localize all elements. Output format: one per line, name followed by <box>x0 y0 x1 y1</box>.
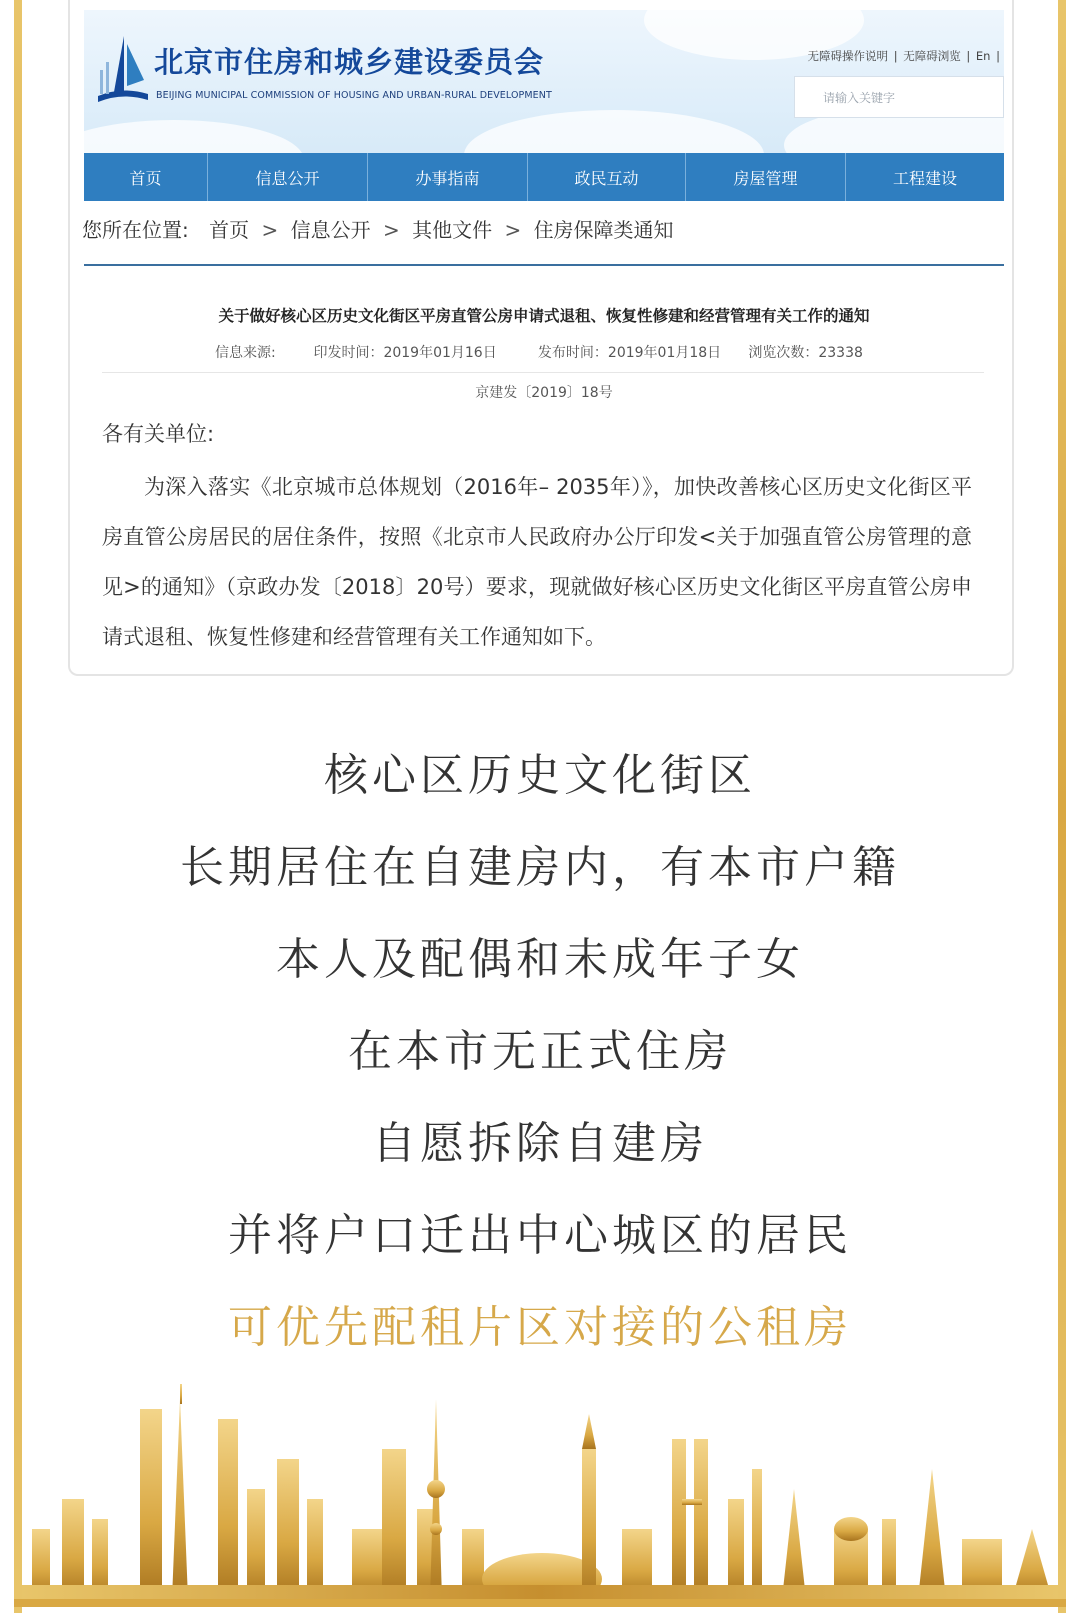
nav-item-construction[interactable]: 工程建设 <box>892 168 957 188</box>
breadcrumb-separator: > <box>382 218 400 242</box>
breadcrumb <box>82 214 674 243</box>
main-nav <box>84 153 1004 201</box>
top-link-separator: | <box>996 49 1000 63</box>
accessibility-browse-link[interactable]: 无障碍浏览 <box>903 49 961 63</box>
nav-item-housing[interactable]: 房屋管理 <box>686 153 846 201</box>
document-meta <box>215 342 863 362</box>
callout-line: 并将户口迁出中心城区的居民 <box>228 1210 852 1261</box>
top-link-separator: | <box>966 49 971 63</box>
document-salutation: 各有关单位: <box>102 422 215 446</box>
breadcrumb-home[interactable]: 首页 <box>209 218 250 242</box>
document-title: 关于做好核心区历史文化街区平房直管公房申请式退租、恢复性修建和经营管理有关工作的通知 <box>218 307 870 325</box>
breadcrumb-current[interactable]: 住房保障类通知 <box>533 218 674 242</box>
golden-skyline-illustration <box>22 1379 1058 1599</box>
meta-views: 浏览次数：23338 <box>748 345 863 361</box>
nav-item-info-disclosure[interactable]: 信息公开 <box>208 153 368 201</box>
meta-divider <box>102 372 984 373</box>
document-number: 京建发〔2019〕18号 <box>475 385 613 401</box>
callout-line: 在本市无正式住房 <box>348 1026 732 1077</box>
site-header <box>84 10 1004 153</box>
top-link-separator: | <box>893 49 898 63</box>
document-body: 为深入落实《北京城市总体规划（2016年– 2035年）》，加快改善核心区历史文化街区平房直管公房居民的居住条件，按照《北京市人民政府办公厅印发<关于加强直管公房管理的意见>的通知》（京政办发〔2018〕20号）要求，现就做好核心区历史文化街区平房直管公房申请式退租、恢复性修建和经营管理有关工作通知如下。 <box>102 475 972 649</box>
breadcrumb-divider <box>84 264 1004 266</box>
site-title: 北京市住房和城乡建设委员会 <box>154 45 545 79</box>
accessibility-guide-link[interactable]: 无障碍操作说明 <box>807 49 889 63</box>
callout-line: 自愿拆除自建房 <box>372 1118 708 1169</box>
breadcrumb-label: 您所在位置: <box>82 218 189 242</box>
meta-source: 信息来源: <box>215 345 276 361</box>
logo-icon <box>94 30 150 110</box>
search-input[interactable]: 请输入关键字 <box>794 76 1004 118</box>
english-link[interactable]: En <box>975 49 991 63</box>
callout-line: 长期居住在自建房内，有本市户籍 <box>180 842 900 893</box>
meta-print-date: 印发时间：2019年01月16日 <box>313 345 497 361</box>
top-links <box>806 48 1000 64</box>
meta-publish-date: 发布时间：2019年01月18日 <box>537 345 722 361</box>
breadcrumb-separator: > <box>504 218 522 242</box>
breadcrumb-other-files[interactable]: 其他文件 <box>412 218 493 242</box>
nav-item-service-guide[interactable]: 办事指南 <box>368 153 528 201</box>
gold-frame-bottom <box>14 1599 1066 1607</box>
callout-line: 核心区历史文化街区 <box>324 750 756 801</box>
website-screenshot-card <box>68 0 1014 676</box>
callout-highlight: 可优先配租片区对接的公租房 <box>228 1302 852 1353</box>
breadcrumb-info-disclosure[interactable]: 信息公开 <box>290 218 371 242</box>
callout-line: 本人及配偶和未成年子女 <box>276 934 804 985</box>
nav-item-home[interactable]: 首页 <box>84 153 208 201</box>
nav-item-interaction[interactable]: 政民互动 <box>528 153 686 201</box>
callout-list <box>0 730 1080 1374</box>
site-subtitle: BEIJING MUNICIPAL COMMISSION OF HOUSING AND URBAN-RURAL DEVELOPMENT <box>156 90 552 101</box>
breadcrumb-separator: > <box>261 218 279 242</box>
